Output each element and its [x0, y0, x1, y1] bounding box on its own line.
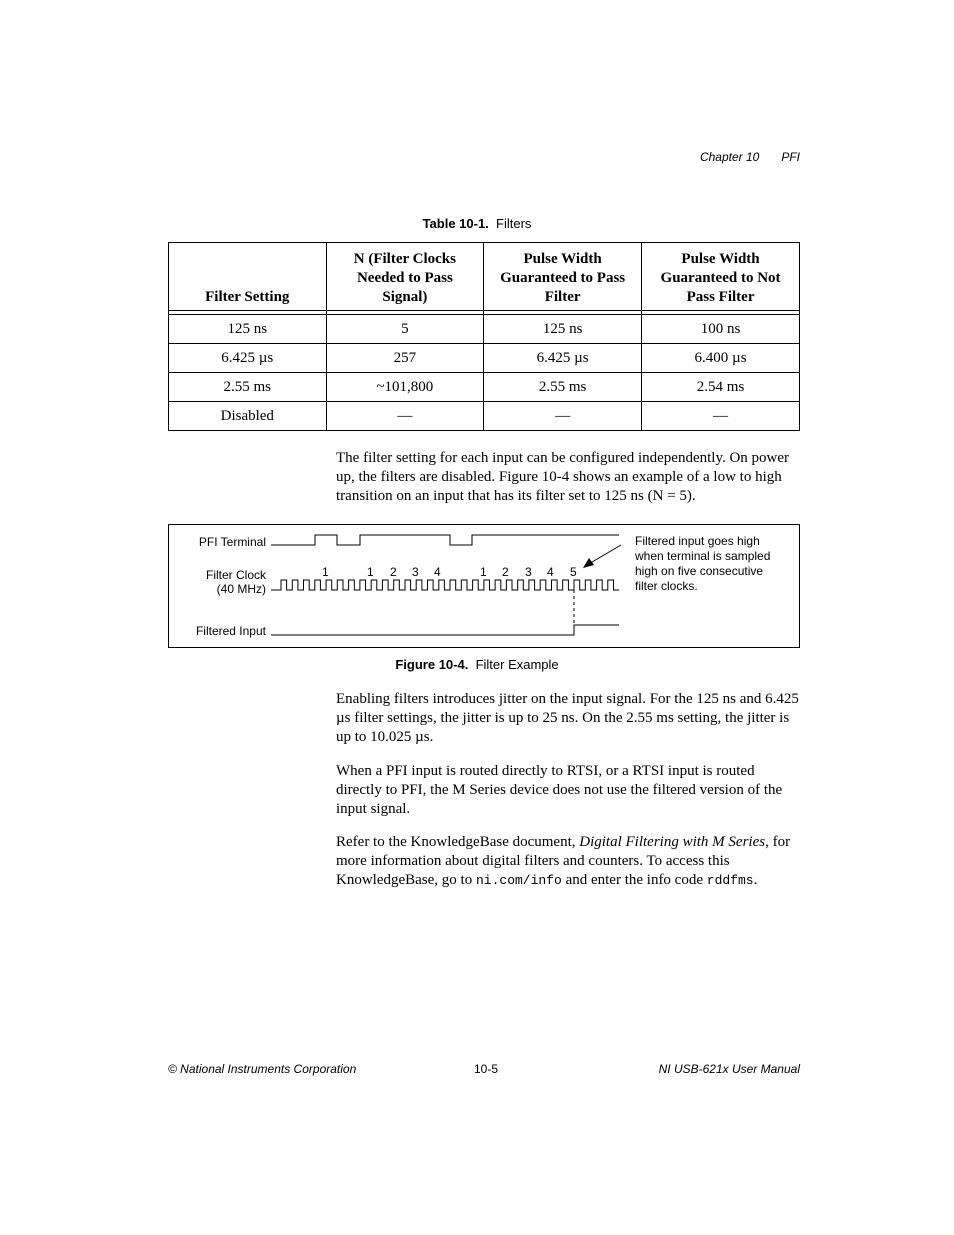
chapter-label: Chapter 10: [699, 150, 760, 164]
header-pulse-not-pass: Pulse Width Guaranteed to Not Pass Filter: [642, 243, 800, 311]
info-url-link[interactable]: ni.com/info: [475, 873, 562, 888]
table-cell: 6.400 µs: [642, 344, 800, 373]
header-filter-clocks: N (Filter Clocks Needed to Pass Signal): [326, 243, 484, 311]
table-cell: 6.425 µs: [484, 344, 642, 373]
kb-document-title: Digital Filtering with M Series: [579, 834, 766, 850]
clock-count-label: 3: [412, 565, 419, 579]
table-cell: —: [326, 402, 484, 431]
clock-count-label: 1: [367, 565, 374, 579]
filter-clock-label: Filter Clock (40 MHz): [205, 568, 266, 596]
table-row: [169, 373, 800, 402]
table-cell: 257: [326, 344, 484, 373]
table-header-row: [169, 243, 800, 311]
table-cell: 125 ns: [169, 315, 327, 344]
table-cell: 5: [326, 315, 484, 344]
table-cell: ~101,800: [326, 373, 484, 402]
table-cell: 2.55 ms: [169, 373, 327, 402]
paragraph-knowledgebase: Refer to the KnowledgeBase document, Digital Filtering with M Series, for more information about digital filters and counters. To access this KnowledgeBase, go to ni.com/info and enter the info code rddfms.: [336, 834, 791, 888]
page-header: [678, 150, 800, 164]
footer-manual-title: NI USB-621x User Manual: [658, 1062, 800, 1076]
clock-count-label: 1: [480, 565, 487, 579]
filtered-input-label: Filtered Input: [195, 624, 266, 638]
table-caption-title: Filters: [496, 216, 532, 231]
table-row: [169, 315, 800, 344]
annotation-arrow-line: [587, 545, 621, 565]
table-row: [169, 402, 800, 431]
header-pulse-pass: Pulse Width Guaranteed to Pass Filter: [484, 243, 642, 311]
paragraph-filter-config: The filter setting for each input can be configured independently. On power up, the filters are disabled. Figure 10-4 shows an example of a low to high transition on an input that has its filter set to 125 ns (N = 5).: [336, 450, 790, 504]
clock-count-label: 2: [502, 565, 509, 579]
table-caption: [0, 216, 954, 231]
clock-count-label: 4: [434, 565, 441, 579]
pfi-terminal-label: PFI Terminal: [198, 535, 266, 549]
table-cell: 2.55 ms: [484, 373, 642, 402]
table-cell: Disabled: [169, 402, 327, 431]
table-cell: —: [642, 402, 800, 431]
figure-annotation: Filtered input goes high when terminal is sampled high on five consecutive filter clocks.: [635, 534, 771, 593]
table-cell: —: [484, 402, 642, 431]
footer-page-number: 10-5: [474, 1062, 499, 1076]
footer-copyright: © National Instruments Corporation: [168, 1062, 357, 1076]
arrow-head-icon: [583, 558, 594, 568]
clock-count-label: 4: [547, 565, 554, 579]
table-row: [169, 344, 800, 373]
table-cell: 6.425 µs: [169, 344, 327, 373]
filtered-input-waveform: [271, 625, 619, 635]
table-caption-label: Table 10-1.: [422, 216, 489, 231]
filters-table: [168, 242, 800, 431]
paragraph-rtsi: When a PFI input is routed directly to RTSI, or a RTSI input is routed directly to PFI, the M Series device does not use the filtered version of the input signal.: [336, 763, 783, 817]
figure-caption-title: Filter Example: [475, 657, 559, 672]
clock-count-label: 3: [525, 565, 532, 579]
table-cell: 100 ns: [642, 315, 800, 344]
table-cell: 2.54 ms: [642, 373, 800, 402]
filter-example-figure: [168, 524, 800, 648]
info-code: rddfms: [706, 873, 754, 888]
clock-count-label: 1: [322, 565, 329, 579]
filter-clock-waveform: [271, 580, 619, 590]
paragraph-jitter: Enabling filters introduces jitter on the input signal. For the 125 ns and 6.425 µs filter settings, the jitter is up to 25 ns. On the 2.55 ms setting, the jitter is up to 10.025 µs.: [336, 691, 799, 745]
section-label: PFI: [781, 150, 800, 164]
clock-count-label: 5: [570, 565, 577, 579]
table-cell: 125 ns: [484, 315, 642, 344]
figure-caption-label: Figure 10-4.: [395, 657, 469, 672]
pfi-terminal-waveform: [271, 535, 619, 545]
figure-caption: [0, 657, 954, 672]
clock-count-label: 2: [390, 565, 397, 579]
header-filter-setting: Filter Setting: [169, 243, 327, 311]
